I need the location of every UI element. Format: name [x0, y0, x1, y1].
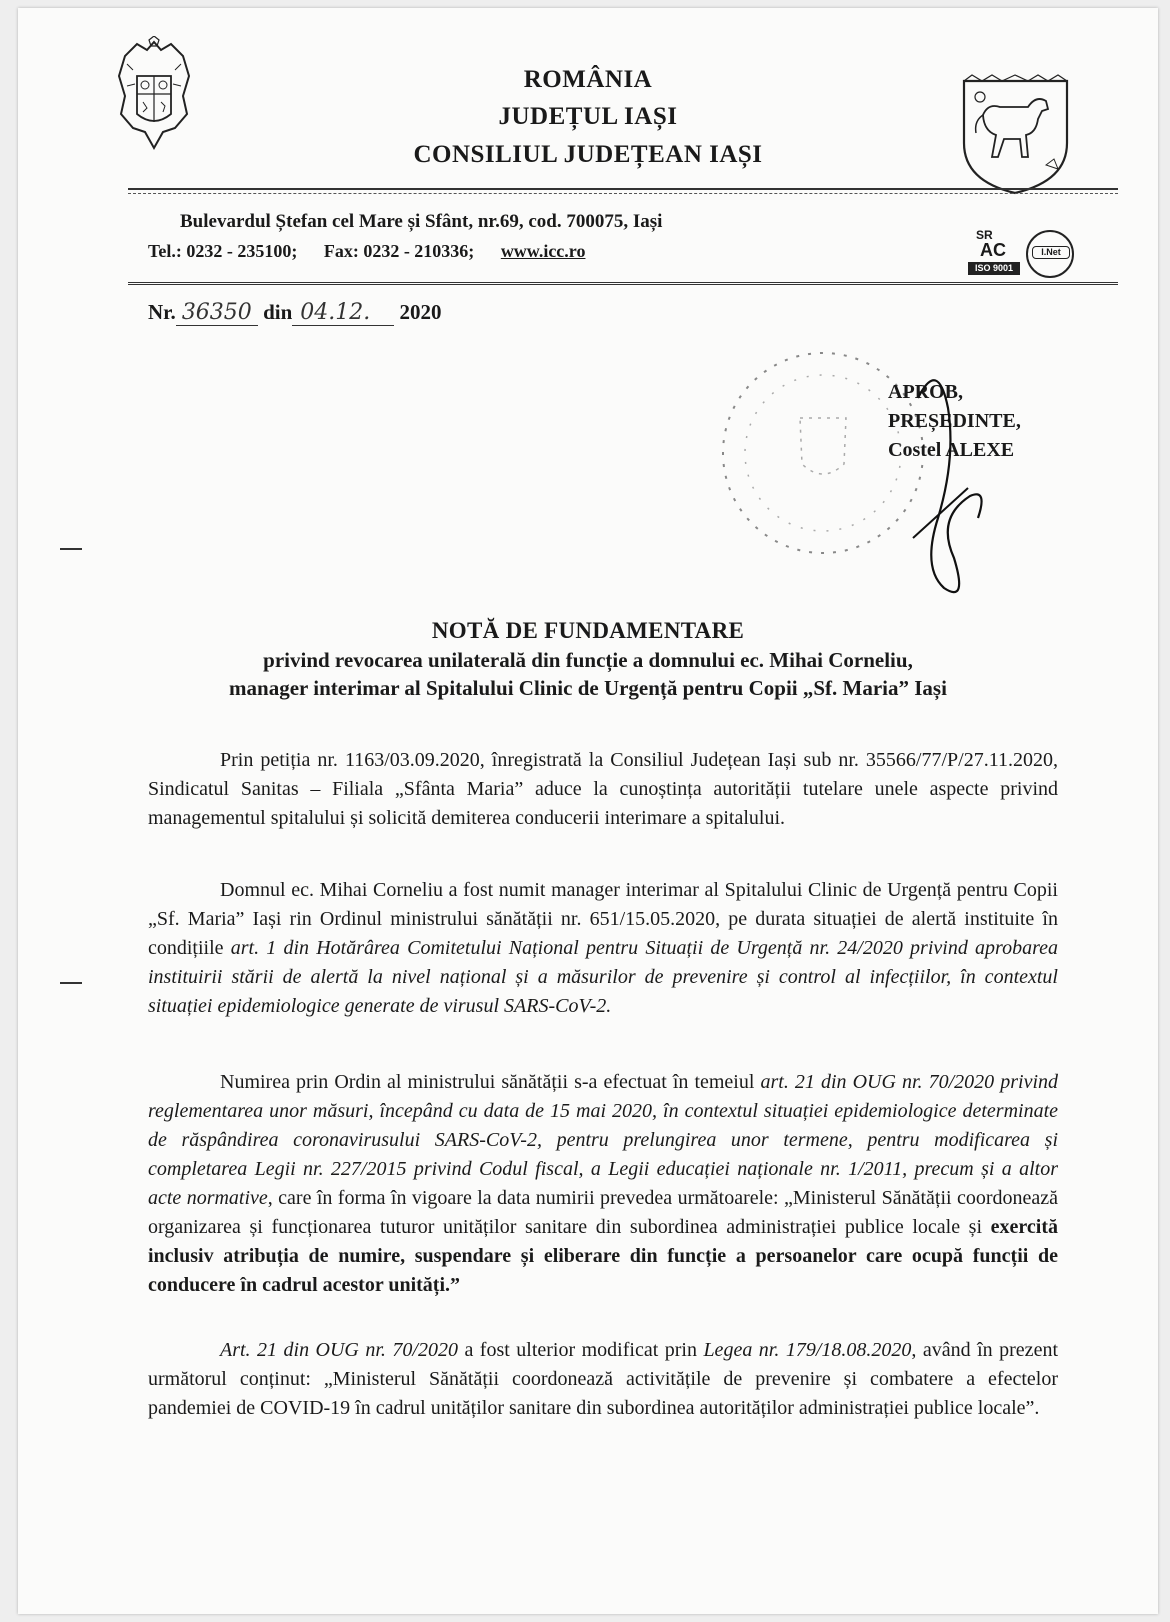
paragraph-4-text: a fost ulterior modificat prin [457, 1339, 704, 1361]
document-subtitle-2: manager interimar al Spitalului Clinic de Urgență pentru Copii „Sf. Maria” Iași [229, 676, 947, 700]
srac-top: SR [976, 228, 993, 242]
document-subtitle-1: privind revocarea unilaterală din funcție a domnului ec. Mihai Corneliu, [263, 648, 913, 672]
header-council: CONSILIUL JUDEȚEAN IAȘI [413, 141, 763, 168]
contact-tel: Tel.: 0232 - 235100; [148, 241, 298, 261]
header-country: ROMÂNIA [523, 66, 653, 93]
contact-web: www.icc.ro [500, 241, 586, 261]
approval-aprob: APROB, [888, 381, 963, 403]
margin-mark [60, 548, 82, 550]
document-title: NOTĂ DE FUNDAMENTARE [431, 618, 745, 643]
header-divider [128, 188, 1118, 190]
srac-mid: AC [980, 240, 1006, 260]
nr-value: 36350 [176, 300, 258, 326]
approval-presedinte: PREȘEDINTE, [888, 410, 1021, 432]
srac-iso-mark [968, 228, 1020, 280]
paragraph-1 [148, 746, 1058, 833]
srac-iso: ISO 9001 [968, 262, 1020, 275]
paragraph-4-law: Legea nr. 179/18.08.2020 [703, 1339, 912, 1361]
paragraph-2-text: Domnul ec. Mihai Corneliu a fost numit manager interimar al Spitalului Clinic de Urgență pentru Copii „Sf. Maria” Iași rin Ordinul ministrului sănătății nr. 651/15.05.2020, pe durata situației de alertă instituite în condițiile [148, 879, 1058, 959]
document-page [18, 8, 1158, 1614]
contact-address: Bulevardul Ștefan cel Mare și Sfânt, nr.69, cod. 700075, Iași [180, 211, 663, 232]
iqnet-label: I.Net [1032, 246, 1070, 259]
margin-mark [60, 982, 82, 984]
signature-icon [908, 368, 1008, 618]
romania-coat-of-arms-icon [113, 36, 195, 156]
paragraph-3-citation: art. 21 din OUG nr. 70/2020 privind reglementarea unor măsuri, începând cu data de 15 mai 2020, în contextul situației epidemiologice determinate de răspândirea coronavirusului SARS-CoV-2, pentru prelungirea unor termene, pentru modificarea și completarea Legii nr. 227/2015 privind Codul fiscal, a Legii educației naționale nr. 1/2011, precum și a altor acte normative [148, 1071, 1059, 1209]
contact-fax: Fax: 0232 - 210336; [323, 241, 475, 261]
din-label: din [263, 300, 293, 324]
paragraph-3-quote: , care în forma în vigoare la data numirii prevedea următoarele: „Ministerul Sănătății coordonează organizarea și funcționarea tuturor unităților sanitare din subordinea administrației publice locale și [148, 1187, 1059, 1238]
header-county: JUDEȚUL IAȘI [498, 103, 678, 130]
date-value: 04.12. [292, 300, 394, 326]
paragraph-4-content: , având în prezent următorul conținut: „Ministerul Sănătății coordonează activitățile de prevenire și combatere a efectelor pandemiei de COVID-19 în cadrul unităților sanitare din subordinea autorităților administrației publice locale”. [148, 1339, 1058, 1419]
paragraph-3-emphasis: exercită inclusiv atribuția de numire, suspendare și eliberare din funcție a persoanelor care ocupă funcții de conducere în cadrul acestor unități.” [148, 1216, 1058, 1296]
header-divider-dashed [128, 193, 1118, 194]
contact-line [148, 241, 607, 262]
paragraph-3-text: Numirea prin Ordin al ministrului sănătății s-a efectuat în temeiul [220, 1071, 761, 1093]
nr-label: Nr. [148, 300, 176, 324]
iqnet-mark [1026, 230, 1074, 278]
paragraph-4-citation: Art. 21 din OUG nr. 70/2020 [220, 1339, 458, 1361]
approval-name: Costel ALEXE [888, 439, 1015, 461]
paragraph-1-text: Prin petiția nr. 1163/03.09.2020, înregistrată la Consiliul Județean Iași sub nr. 35566/77/P/27.11.2020, Sindicatul Sanitas – Filiala „Sfânta Maria” aduce la cunoștința autorității tutelare unele aspecte privind managementul spitalului și solicită demiterea conducerii interimare a spitalului. [148, 749, 1058, 829]
paragraph-4 [148, 1336, 1058, 1423]
paragraph-2 [148, 876, 1058, 1021]
year: 2020 [399, 300, 442, 324]
registration-line [148, 300, 442, 325]
paragraph-2-citation: art. 1 din Hotărârea Comitetului Național pentru Situații de Urgență nr. 24/2020 privind aprobarea instituirii stării de alertă la nivel național și a măsurilor de prevenire și control al infecțiilor, în contextul situației epidemiologice generate de virusul SARS-CoV-2. [148, 937, 1058, 1017]
contact-divider [128, 282, 1118, 285]
paragraph-3 [148, 1068, 1058, 1300]
